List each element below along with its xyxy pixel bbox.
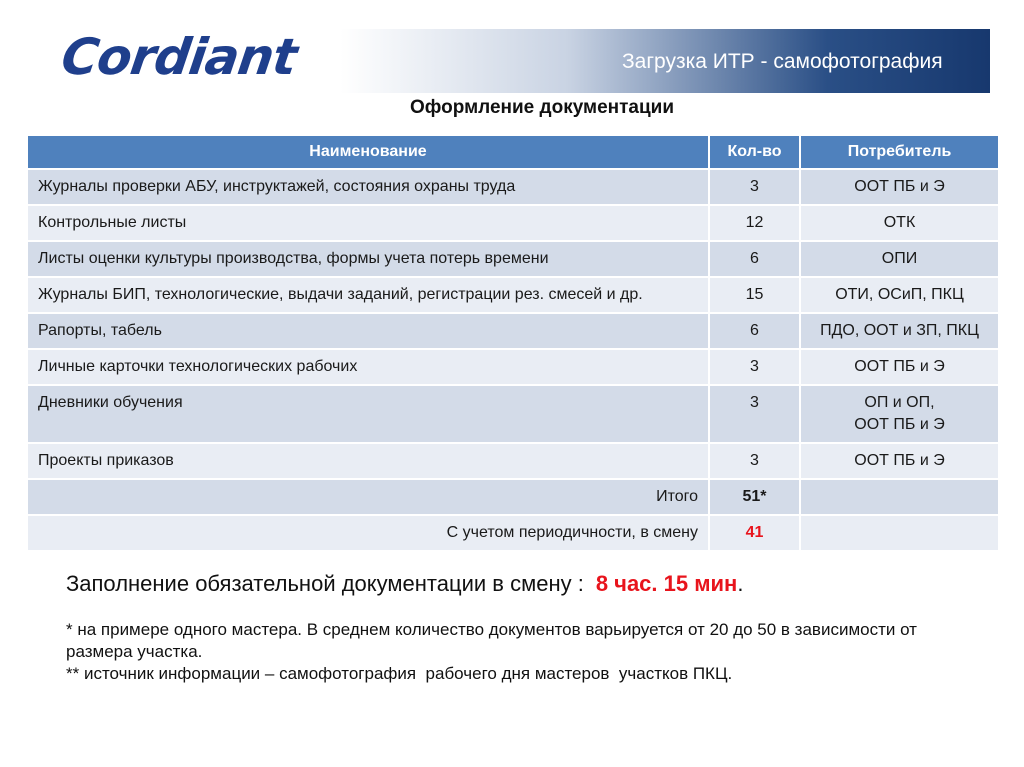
row-name: Контрольные листы	[27, 205, 709, 241]
row-qty: 3	[709, 349, 800, 385]
summary-text: Заполнение обязательной документации в смену :	[66, 571, 584, 596]
column-header-qty: Кол-во	[709, 135, 800, 169]
table-row	[27, 277, 999, 313]
summary-line	[66, 571, 743, 597]
row-consumer: ООТ ПБ и Э	[800, 349, 999, 385]
row-consumer: ООТ ПБ и Э	[800, 443, 999, 479]
row-qty: 3	[709, 385, 800, 443]
row-name: Рапорты, табель	[27, 313, 709, 349]
row-name: Проекты приказов	[27, 443, 709, 479]
row-qty: 12	[709, 205, 800, 241]
column-header-name: Наименование	[27, 135, 709, 169]
table-row	[27, 385, 999, 443]
total-label: Итого	[27, 479, 709, 515]
total-value: 51*	[709, 479, 800, 515]
row-qty: 3	[709, 169, 800, 205]
summary-time: 8 час. 15 мин	[595, 571, 738, 596]
table-header-row	[27, 135, 999, 169]
table-row	[27, 313, 999, 349]
row-qty: 3	[709, 443, 800, 479]
per-shift-empty-cell	[800, 515, 999, 551]
footnote-2: ** источник информации – самофотография рабочего дня мастеров участков ПКЦ.	[66, 664, 733, 683]
total-empty-cell	[800, 479, 999, 515]
footnote-1: * на примере одного мастера. В среднем количество документов варьируется от 20 до 50 в зависимости от размера участка.	[66, 620, 922, 661]
documents-table	[26, 134, 1000, 552]
total-row	[27, 479, 999, 515]
row-name: Листы оценки культуры производства, формы учета потерь времени	[27, 241, 709, 277]
row-qty: 6	[709, 241, 800, 277]
row-consumer: ОТК	[800, 205, 999, 241]
row-consumer: ОПИ	[800, 241, 999, 277]
row-consumer: ОП и ОП, ООТ ПБ и Э	[800, 385, 999, 443]
table-row	[27, 205, 999, 241]
row-name: Дневники обучения	[27, 385, 709, 443]
table-row	[27, 349, 999, 385]
row-qty: 6	[709, 313, 800, 349]
row-qty: 15	[709, 277, 800, 313]
table-row	[27, 169, 999, 205]
section-subtitle: Оформление документации	[409, 97, 675, 118]
row-consumer: ООТ ПБ и Э	[800, 169, 999, 205]
summary-dot: .	[737, 571, 744, 596]
slide-title: Загрузка ИТР - самофотография	[622, 50, 943, 73]
cordiant-logo: Cordiant	[57, 28, 300, 86]
table-row	[27, 241, 999, 277]
per-shift-row	[27, 515, 999, 551]
row-name: Журналы БИП, технологические, выдачи заданий, регистрации рез. смесей и др.	[27, 277, 709, 313]
row-consumer: ОТИ, ОСиП, ПКЦ	[800, 277, 999, 313]
row-name: Личные карточки технологических рабочих	[27, 349, 709, 385]
table-row	[27, 443, 999, 479]
column-header-consumer: Потребитель	[800, 135, 999, 169]
per-shift-value: 41	[709, 515, 800, 551]
footnotes	[66, 619, 966, 685]
row-consumer: ПДО, ООТ и ЗП, ПКЦ	[800, 313, 999, 349]
per-shift-label: С учетом периодичности, в смену	[27, 515, 709, 551]
row-name: Журналы проверки АБУ, инструктажей, состояния охраны труда	[27, 169, 709, 205]
